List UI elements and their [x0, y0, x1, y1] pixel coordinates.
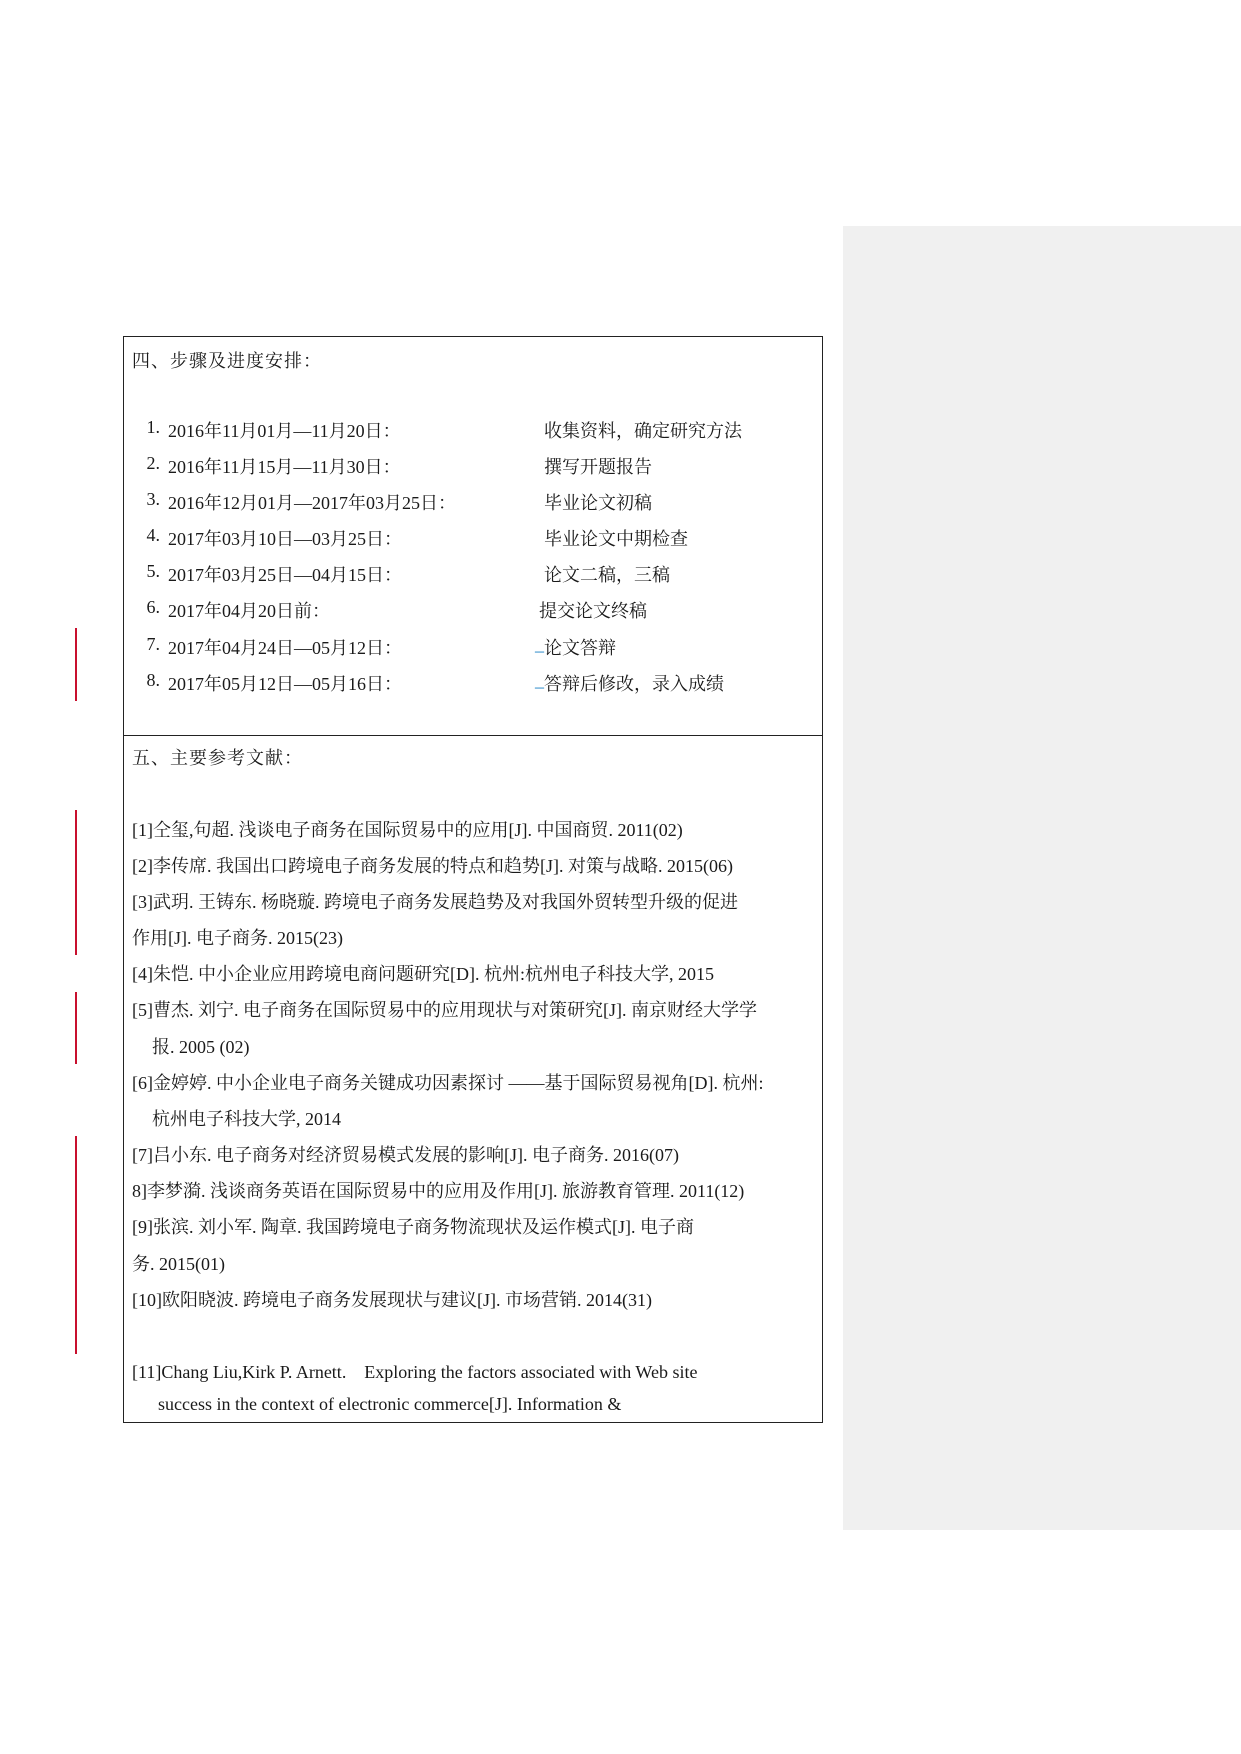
step-date: 2017年03月25日—04月15日：: [168, 565, 402, 585]
references-heading: 五、主要参考文献：: [132, 748, 303, 768]
change-bar: [75, 810, 77, 955]
reference-item: [10]欧阳晓波. 跨境电子商务发展现状与建议[J]. 市场营销. 2014(31): [132, 1290, 652, 1310]
insert-mark: _: [535, 670, 544, 690]
reference-item: 8]李梦漪. 浅谈商务英语在国际贸易中的应用及作用[J]. 旅游教育管理. 2011(12): [132, 1181, 745, 1201]
schedule-heading: 四、步骤及进度安排：: [132, 351, 322, 371]
references-cell: [124, 735, 822, 1422]
step-number: 7.: [146, 634, 160, 654]
reference-item: [1]仝玺,句超. 浅谈电子商务在国际贸易中的应用[J]. 中国商贸. 2011(02): [132, 820, 683, 840]
step-date: 2017年05月12日—05月16日：: [168, 674, 402, 694]
step-number: 8.: [146, 670, 160, 690]
step-task: 提交论文终稿: [539, 601, 647, 621]
reference-continuation: 作用[J]. 电子商务. 2015(23): [132, 928, 343, 948]
step-number: 3.: [146, 489, 160, 509]
insert-mark: _: [535, 634, 544, 654]
step-task: 撰写开题报告: [544, 457, 652, 477]
reference-item: [7]吕小东. 电子商务对经济贸易模式发展的影响[J]. 电子商务. 2016(07): [132, 1145, 679, 1165]
step-task: 毕业论文初稿: [544, 493, 652, 513]
step-date: 2016年11月01月—11月20日：: [168, 421, 401, 441]
step-number: 5.: [146, 561, 160, 581]
step-number: 1.: [146, 417, 160, 437]
step-date: 2017年04月24日—05月12日：: [168, 638, 402, 658]
reference-item: [4]朱恺. 中小企业应用跨境电商问题研究[D]. 杭州:杭州电子科技大学, 2015: [132, 964, 714, 984]
change-bar: [75, 1136, 77, 1354]
reference-item: [3]武玥. 王铸东. 杨晓璇. 跨境电子商务发展趋势及对我国外贸转型升级的促进: [132, 892, 738, 912]
reference-item: [2]李传席. 我国出口跨境电子商务发展的特点和趋势[J]. 对策与战略. 2015(06): [132, 856, 733, 876]
step-number: 2.: [146, 453, 160, 473]
step-task: 论文答辩: [544, 638, 616, 658]
comment-pane: [843, 226, 1241, 1530]
reference-item: [5]曹杰. 刘宁. 电子商务在国际贸易中的应用现状与对策研究[J]. 南京财经大学学: [132, 1000, 757, 1020]
reference-item: [6]金婷婷. 中小企业电子商务关键成功因素探讨 ——基于国际贸易视角[D]. 杭州:: [132, 1073, 764, 1093]
step-date: 2017年03月10日—03月25日：: [168, 529, 402, 549]
step-task: 答辩后修改，录入成绩: [544, 674, 724, 694]
reference-item: [9]张滨. 刘小军. 陶章. 我国跨境电子商务物流现状及运作模式[J]. 电子商: [132, 1217, 694, 1237]
change-bar: [75, 992, 77, 1064]
reference-continuation: 杭州电子科技大学, 2014: [152, 1109, 341, 1129]
step-task: 收集资料，确定研究方法: [544, 421, 742, 441]
reference-item: [11]Chang Liu,Kirk P. Arnett. Exploring the factors associated with Web site: [132, 1362, 698, 1382]
step-task: 论文二稿，三稿: [544, 565, 670, 585]
step-task: 毕业论文中期检查: [544, 529, 688, 549]
step-date: 2016年12月01月—2017年03月25日：: [168, 493, 456, 513]
step-date: 2016年11月15月—11月30日：: [168, 457, 401, 477]
change-bar: [75, 628, 77, 701]
step-number: 4.: [146, 525, 160, 545]
plan-table: [123, 336, 823, 1423]
reference-continuation: success in the context of electronic commerce[J]. Information &: [158, 1394, 622, 1414]
reference-continuation: 务. 2015(01): [132, 1254, 225, 1274]
schedule-cell: [124, 337, 822, 735]
reference-continuation: 报. 2005 (02): [152, 1037, 250, 1057]
step-date: 2017年04月20日前：: [168, 601, 330, 621]
step-number: 6.: [146, 597, 160, 617]
